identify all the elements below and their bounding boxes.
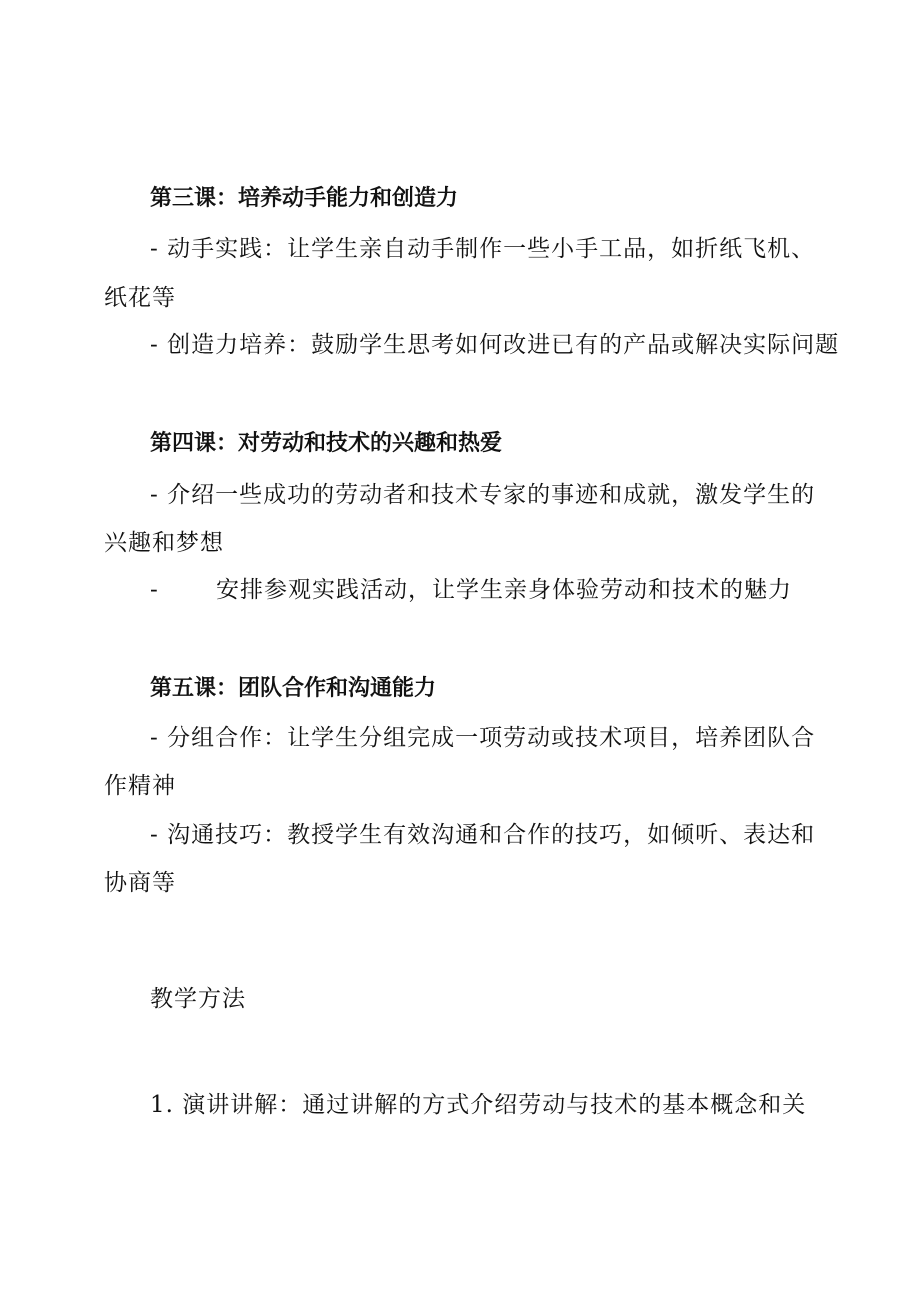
lesson-3-item-1-line-1: - 动手实践：让学生亲自动手制作一些小手工品，如折纸飞机、 (150, 236, 816, 262)
lesson-5-item-2-line-2: 协商等 (104, 870, 176, 896)
lesson-5-item-1-line-2: 作精神 (104, 773, 176, 799)
teaching-method-item-1: 1. 演讲讲解：通过讲解的方式介绍劳动与技术的基本概念和关 (150, 1092, 807, 1118)
lesson-4-item-2 (150, 575, 792, 605)
lesson-4-item-1-line-1: - 介绍一些成功的劳动者和技术专家的事迹和成就，激发学生的 (150, 482, 816, 508)
lesson-3-heading: 第三课：培养动手能力和创造力 (150, 186, 459, 211)
lesson-5-item-1-line-1: - 分组合作：让学生分组完成一项劳动或技术项目，培养团队合 (150, 725, 816, 751)
lesson-4-item-1-line-2: 兴趣和梦想 (104, 530, 224, 556)
lesson-5-heading: 第五课：团队合作和沟通能力 (150, 676, 437, 701)
lesson-3-item-1-line-2: 纸花等 (104, 285, 176, 311)
bullet-dash: - (150, 577, 159, 603)
lesson-3-item-2: - 创造力培养：鼓励学生思考如何改进已有的产品或解决实际问题 (150, 332, 840, 358)
lesson-4-heading: 第四课：对劳动和技术的兴趣和热爱 (150, 431, 503, 456)
teaching-methods-title: 教学方法 (150, 986, 246, 1012)
lesson-5-item-2-line-1: - 沟通技巧：教授学生有效沟通和合作的技巧，如倾听、表达和 (150, 822, 816, 848)
lesson-4-item-2-text: 安排参观实践活动，让学生亲身体验劳动和技术的魅力 (216, 577, 792, 603)
